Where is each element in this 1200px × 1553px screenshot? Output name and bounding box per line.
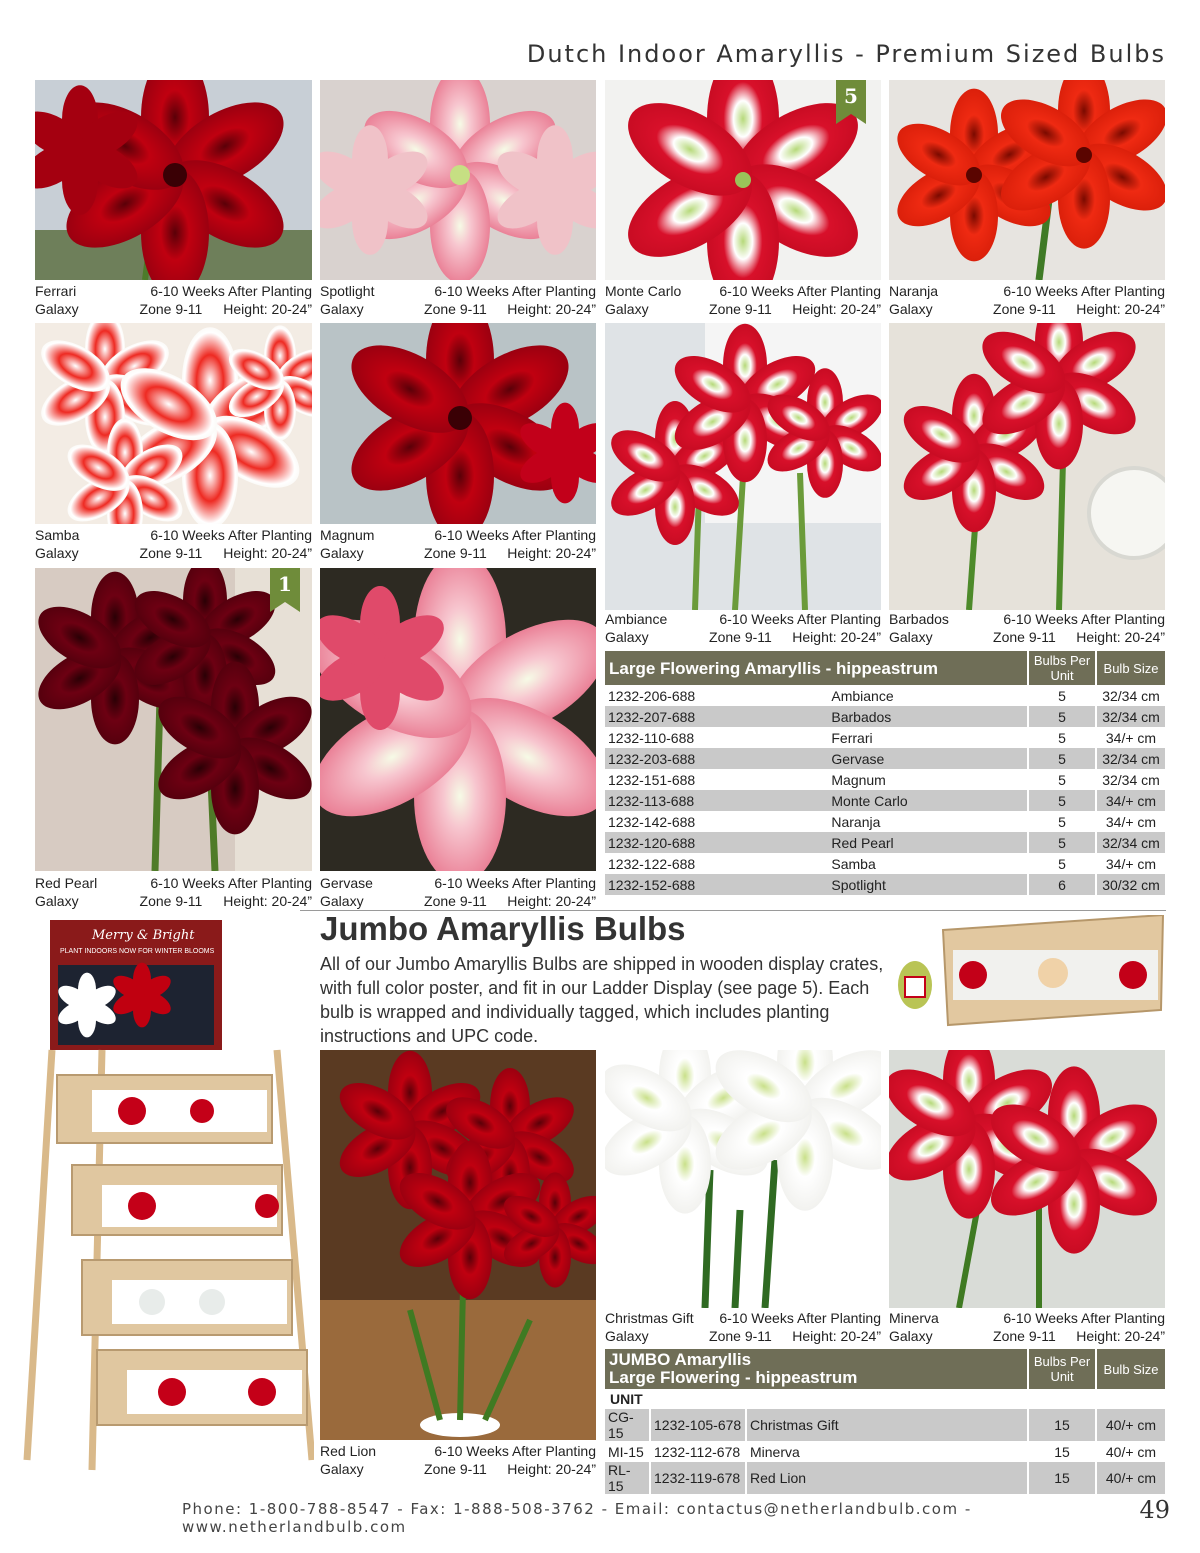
bloom-time: 6-10 Weeks After Planting (434, 527, 596, 543)
table-row (605, 748, 1165, 769)
bloom-time: 6-10 Weeks After Planting (1003, 611, 1165, 627)
item-name: Samba (831, 855, 876, 872)
table-row (605, 832, 1165, 853)
bulb-size: 32/34 cm (1096, 706, 1165, 727)
zone: Zone 9-11 (993, 301, 1056, 317)
zone: Zone 9-11 (139, 893, 203, 909)
unit-label: UNIT (610, 1391, 643, 1407)
item-code: 1232-122-688 (608, 855, 696, 872)
table-row (605, 811, 1165, 832)
item-name: Naranja (831, 813, 881, 830)
zone: Zone 9-11 (709, 1328, 772, 1344)
plant-height: Height: 20-24” (792, 629, 881, 645)
item-name: Magnum (831, 771, 886, 788)
barbados-photo (889, 323, 1165, 610)
ferrari-caption (35, 282, 312, 318)
ladder-display-photo (22, 915, 314, 1475)
product-name: Gervase (320, 875, 373, 891)
zone: Zone 9-11 (139, 301, 203, 317)
poster-subtitle: PLANT INDOORS NOW FOR WINTER BLOOMS (60, 948, 215, 955)
series-name: Galaxy (320, 301, 364, 317)
bulbs-per-unit: 5 (1028, 748, 1096, 769)
series-name: Galaxy (889, 629, 933, 645)
product-name: Samba (35, 527, 80, 543)
item-name: Minerva (746, 1441, 1028, 1462)
zone: Zone 9-11 (139, 545, 203, 561)
bulbs-per-unit: 15 (1028, 1441, 1096, 1462)
bulb-size: 40/+ cm (1096, 1441, 1165, 1462)
zone: Zone 9-11 (424, 301, 487, 317)
rank-badge-icon (836, 80, 866, 124)
table-row (605, 727, 1165, 748)
red-pearl-photo (35, 568, 312, 871)
bulbs-per-unit: 5 (1028, 727, 1096, 748)
item-name: Spotlight (828, 874, 1028, 895)
bloom-time: 6-10 Weeks After Planting (719, 283, 881, 299)
zone: Zone 9-11 (709, 629, 772, 645)
item-name: Ferrari (831, 729, 873, 746)
minerva-caption (889, 1309, 1165, 1345)
bulbs-per-unit: 5 (1028, 769, 1096, 790)
unit-code: CG-15 (605, 1409, 650, 1441)
item-name: Christmas Gift (746, 1409, 1028, 1441)
bloom-time: 6-10 Weeks After Planting (719, 611, 881, 627)
rank-badge-icon (270, 568, 300, 612)
plant-height: Height: 20-24” (1076, 301, 1165, 317)
table-row (605, 769, 1165, 790)
christmas-gift-photo (605, 1050, 881, 1308)
bulbs-per-unit: 5 (1028, 790, 1096, 811)
product-name: Magnum (320, 527, 375, 543)
bulb-size: 40/+ cm (1096, 1462, 1165, 1494)
item-name: Red Lion (746, 1462, 1028, 1494)
bulb-size: 40/+ cm (1096, 1409, 1165, 1441)
red-lion-photo (320, 1050, 596, 1440)
table-row (605, 1462, 1165, 1494)
product-name: Red Pearl (35, 875, 98, 891)
bloom-time: 6-10 Weeks After Planting (150, 283, 312, 299)
table-row (605, 853, 1165, 874)
ambiance-photo (605, 323, 881, 610)
item-code: 1232-119-678 (650, 1462, 746, 1494)
red-pearl-caption (35, 874, 312, 910)
col-bulb-size: Bulb Size (1096, 651, 1165, 685)
series-name: Galaxy (320, 545, 364, 561)
item-code: 1232-152-688 (605, 874, 828, 895)
bloom-time: 6-10 Weeks After Planting (150, 875, 312, 891)
bulbs-per-unit: 5 (1028, 685, 1096, 706)
product-name: Monte Carlo (605, 283, 682, 299)
series-name: Galaxy (35, 301, 79, 317)
jumbo-price-table (605, 1349, 1165, 1494)
page-number: 49 (1139, 1496, 1170, 1524)
item-code: 1232-151-688 (608, 771, 696, 788)
series-name: Galaxy (605, 629, 649, 645)
zone: Zone 9-11 (424, 893, 487, 909)
table-row (605, 874, 1165, 895)
spotlight-photo (320, 80, 596, 280)
product-name: Minerva (889, 1310, 939, 1326)
series-name: Galaxy (35, 893, 79, 909)
item-code: 1232-142-688 (608, 813, 696, 830)
plant-height: Height: 20-24” (507, 893, 596, 909)
item-code: 1232-112-678 (650, 1441, 746, 1462)
plant-height: Height: 20-24” (223, 545, 312, 561)
gervase-photo (320, 568, 596, 871)
series-name: Galaxy (605, 301, 649, 317)
bloom-time: 6-10 Weeks After Planting (434, 1443, 596, 1459)
col-bulbs-per-unit: Bulbs Per Unit (1028, 1349, 1096, 1389)
item-code: 1232-113-688 (605, 790, 828, 811)
table-row (605, 706, 1165, 727)
bloom-time: 6-10 Weeks After Planting (434, 283, 596, 299)
gervase-caption (320, 874, 596, 910)
series-name: Galaxy (35, 545, 79, 561)
bulbs-per-unit: 15 (1028, 1462, 1096, 1494)
plant-height: Height: 20-24” (507, 1461, 596, 1477)
bulbs-per-unit: 5 (1028, 853, 1096, 874)
naranja-photo (889, 80, 1165, 280)
plant-height: Height: 20-24” (507, 545, 596, 561)
spotlight-caption (320, 282, 596, 318)
barbados-caption (889, 610, 1165, 646)
bloom-time: 6-10 Weeks After Planting (1003, 1310, 1165, 1326)
table-title: Large Flowering Amaryllis - hippeastrum (605, 651, 1028, 685)
unit-code: MI-15 (608, 1443, 644, 1460)
item-code: 1232-105-678 (650, 1409, 746, 1441)
plant-height: Height: 20-24” (1076, 1328, 1165, 1344)
samba-caption (35, 526, 312, 562)
bulb-size: 34/+ cm (1096, 811, 1165, 832)
item-code: 1232-203-688 (605, 748, 828, 769)
series-name: Galaxy (320, 893, 364, 909)
plant-height: Height: 20-24” (792, 1328, 881, 1344)
plant-height: Height: 20-24” (223, 301, 312, 317)
plant-height: Height: 20-24” (1076, 629, 1165, 645)
rank-badge-number: 5 (844, 84, 858, 108)
rank-badge-number: 1 (278, 572, 292, 596)
magnum-photo (320, 323, 596, 524)
product-name: Ferrari (35, 283, 77, 299)
table-row (605, 1409, 1165, 1441)
bulb-size: 34/+ cm (1096, 790, 1165, 811)
plant-height: Height: 20-24” (792, 301, 881, 317)
christmas-gift-caption (605, 1309, 881, 1345)
item-name: Barbados (828, 706, 1028, 727)
item-name: Monte Carlo (828, 790, 1028, 811)
samba-photo (35, 323, 312, 524)
jumbo-section-description: All of our Jumbo Amaryllis Bulbs are shipped in wooden display crates, with full color poster, and fit in our Ladder Display (see page 5). Each bulb is wrapped and individually tagged, which includes planting instructions and UPC code. (320, 954, 884, 1046)
zone: Zone 9-11 (424, 1461, 487, 1477)
table-row (605, 1441, 1165, 1462)
item-name: Red Pearl (828, 832, 1028, 853)
bulb-size: 32/34 cm (1096, 832, 1165, 853)
poster-title: Merry & Bright (92, 928, 195, 943)
unit-code: RL-15 (605, 1462, 650, 1494)
product-name: Spotlight (320, 283, 375, 299)
series-name: Galaxy (605, 1328, 649, 1344)
table-title-line1: JUMBO Amaryllis (609, 1350, 752, 1369)
plant-height: Height: 20-24” (223, 893, 312, 909)
product-name: Christmas Gift (605, 1310, 694, 1326)
ferrari-photo (35, 80, 312, 280)
item-name: Ambiance (831, 687, 894, 704)
bulbs-per-unit: 5 (1028, 811, 1096, 832)
product-name: Ambiance (605, 611, 668, 627)
bulb-size: 32/34 cm (1096, 748, 1165, 769)
table-row (605, 685, 1165, 706)
plant-height: Height: 20-24” (507, 301, 596, 317)
bulbs-per-unit: 6 (1028, 874, 1096, 895)
series-name: Galaxy (889, 1328, 933, 1344)
zone: Zone 9-11 (709, 301, 772, 317)
footer-contact: Phone: 1-800-788-8547 - Fax: 1-888-508-3762 - Email: contactus@netherlandbulb.com - www.netherlandbulb.com (182, 1500, 972, 1536)
col-bulbs-per-unit: Bulbs Per Unit (1028, 651, 1096, 685)
bulb-size: 32/34 cm (1096, 769, 1165, 790)
red-lion-caption (320, 1442, 596, 1478)
jumbo-section-title: Jumbo Amaryllis Bulbs (320, 910, 686, 947)
ambiance-caption (605, 610, 881, 646)
bulb-size: 32/34 cm (1096, 685, 1165, 706)
bulbs-per-unit: 5 (1028, 832, 1096, 853)
product-name: Red Lion (320, 1443, 377, 1459)
item-name: Gervase (828, 748, 1028, 769)
large-flowering-price-table (605, 651, 1165, 895)
series-name: Galaxy (889, 301, 933, 317)
bulb-size: 34/+ cm (1096, 727, 1165, 748)
item-code: 1232-206-688 (608, 687, 696, 704)
col-bulb-size: Bulb Size (1096, 1349, 1165, 1389)
naranja-caption (889, 282, 1165, 318)
bloom-time: 6-10 Weeks After Planting (150, 527, 312, 543)
monte-carlo-caption (605, 282, 881, 318)
zone: Zone 9-11 (993, 629, 1056, 645)
series-name: Galaxy (320, 1461, 364, 1477)
item-code: 1232-110-688 (608, 729, 695, 746)
minerva-photo (889, 1050, 1165, 1308)
product-name: Barbados (889, 611, 949, 627)
bulbs-per-unit: 5 (1028, 706, 1096, 727)
item-code: 1232-120-688 (605, 832, 828, 853)
wooden-crate-photo (893, 915, 1168, 1027)
bloom-time: 6-10 Weeks After Planting (434, 875, 596, 891)
bulb-size: 34/+ cm (1096, 853, 1165, 874)
table-title-line2: Large Flowering - hippeastrum (609, 1368, 858, 1387)
zone: Zone 9-11 (993, 1328, 1056, 1344)
bulbs-per-unit: 15 (1028, 1409, 1096, 1441)
table-row (605, 790, 1165, 811)
bloom-time: 6-10 Weeks After Planting (1003, 283, 1165, 299)
bloom-time: 6-10 Weeks After Planting (719, 1310, 881, 1326)
zone: Zone 9-11 (424, 545, 487, 561)
bulb-size: 30/32 cm (1096, 874, 1165, 895)
magnum-caption (320, 526, 596, 562)
page-title: Dutch Indoor Amaryllis - Premium Sized Bulbs (526, 40, 1166, 68)
item-code: 1232-207-688 (605, 706, 828, 727)
product-name: Naranja (889, 283, 939, 299)
